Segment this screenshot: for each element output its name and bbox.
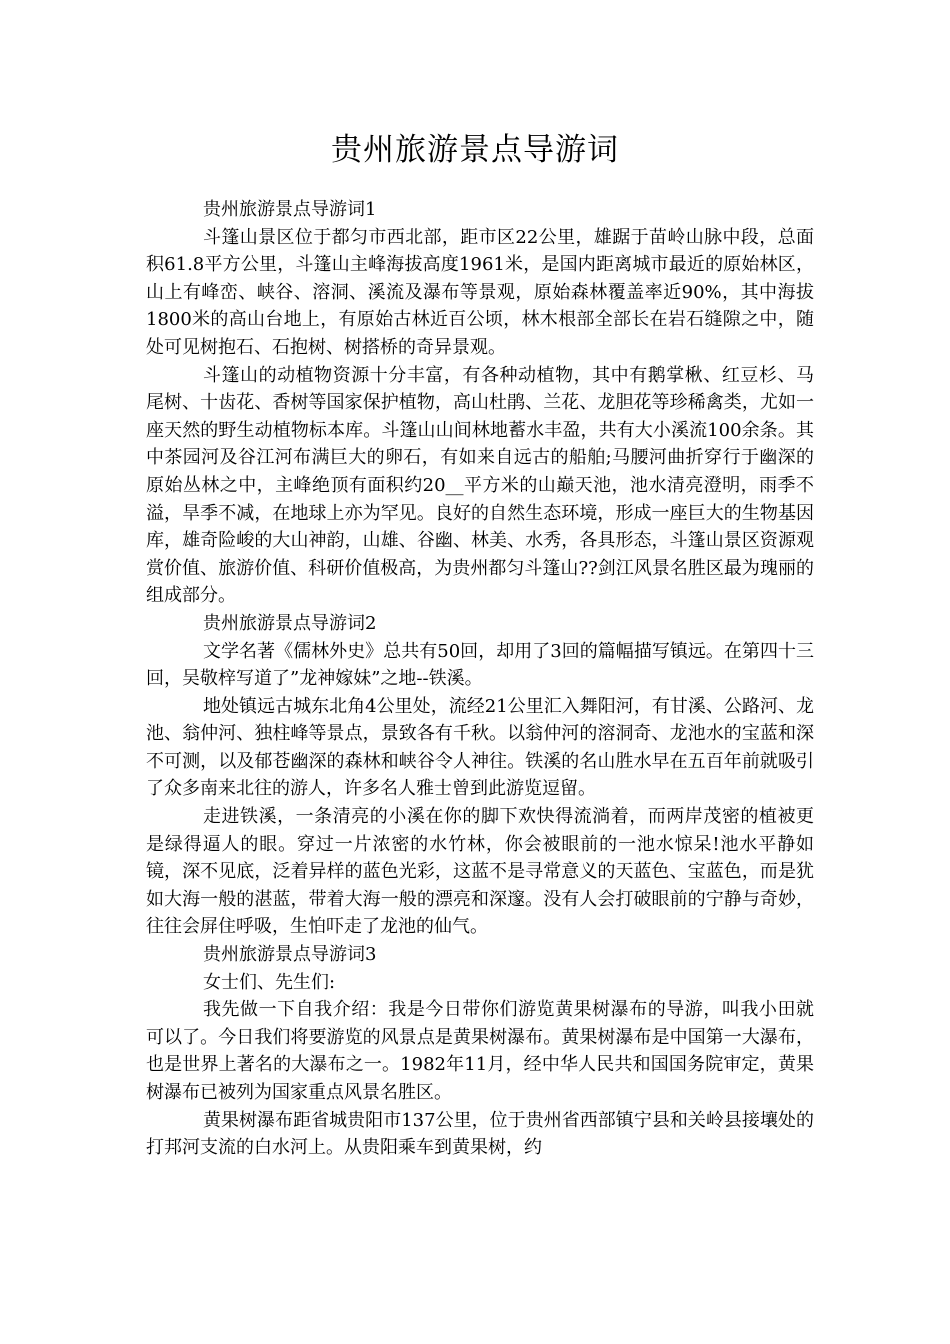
body-paragraph: 斗篷山景区位于都匀市西北部，距市区22公里，雄踞于苗岭山脉中段，总面积61.8平方公里，斗篷山主峰海拔高度1961米，是国内距离城市最近的原始林区，山上有峰峦、峡谷、溶洞、溪流及瀑布等景观，原始森林覆盖率近90%，其中海拔1800米的高山台地上，有原始古林近百公顷，林木根部全部长在岩石缝隙之中，随处可见树抱石、石抱树、树搭桥的奇异景观。 (146, 226, 814, 358)
section-heading: 贵州旅游景点导游词3 (203, 944, 377, 966)
body-paragraph: 我先做一下自我介绍：我是今日带你们游览黄果树瀑布的导游，叫我小田就可以了。今日我们将要游览的风景点是黄果树瀑布。黄果树瀑布是中国第一大瀑布，也是世界上著名的大瀑布之一。1982年11月，经中华人民共和国国务院审定，黄果树瀑布已被列为国家重点风景名胜区。 (146, 999, 814, 1103)
section-heading: 贵州旅游景点导游词2 (203, 612, 377, 634)
body-paragraph: 地处镇远古城东北角4公里处，流经21公里汇入舞阳河，有甘溪、公路河、龙池、翁仲河、独柱峰等景点，景致各有千秋。以翁仲河的溶洞奇、龙池水的宝蓝和深不可测，以及郁苍幽深的森林和峡谷令人神往。铁溪的名山胜水早在五百年前就吸引了众多南来北往的游人，许多名人雅士曾到此游览逗留。 (146, 695, 814, 800)
body-paragraph: 文学名著《儒林外史》总共有50回，却用了3回的篇幅描写镇远。在第四十三回，吴敬梓写道了”龙神嫁妹”之地--铁溪。 (146, 640, 814, 690)
body-paragraph: 斗篷山的动植物资源十分丰富，有各种动植物，其中有鹅掌楸、红豆杉、马尾树、十齿花、香树等国家保护植物，高山杜鹃、兰花、龙胆花等珍稀禽类，尤如一座天然的野生动植物标本库。斗篷山山间林地蓄水丰盈，共有大小溪流100余条。其中茶园河及谷江河布满巨大的卵石，有如来自远古的船舶;马腰河曲折穿行于幽深的原始丛林之中，主峰绝顶有面积约20__平方米的山巅天池，池水清亮澄明，雨季不溢，旱季不减，在地球上亦为罕见。良好的自然生态环境，形成一座巨大的生物基因库，雄奇险峻的大山神韵，山雄、谷幽、林美、水秀，各具形态，斗篷山景区资源观赏价值、旅游价值、科研价值极高，为贵州都匀斗篷山??剑江风景名胜区最为瑰丽的组成部分。 (146, 364, 814, 607)
body-paragraph: 走进铁溪，一条清亮的小溪在你的脚下欢快得流淌着，而两岸茂密的植被更是绿得逼人的眼。穿过一片浓密的水竹林，你会被眼前的一池水惊呆!池水平静如镜，深不见底，泛着异样的蓝色光彩，这蓝不是寻常意义的天蓝色、宝蓝色，而是犹如大海一般的湛蓝，带着大海一般的漂亮和深邃。没有人会打破眼前的宁静与奇妙，往往会屏住呼吸，生怕吓走了龙池的仙气。 (146, 806, 814, 938)
document-body (146, 196, 814, 1162)
body-paragraph: 女士们、先生们: (203, 971, 336, 993)
document-title: 贵州旅游景点导游词 (331, 132, 619, 168)
section-heading: 贵州旅游景点导游词1 (203, 199, 377, 220)
body-paragraph: 黄果树瀑布距省城贵阳市137公里，位于贵州省西部镇宁县和关岭县接壤处的打邦河支流的白水河上。从贵阳乘车到黄果树，约 (146, 1109, 814, 1159)
